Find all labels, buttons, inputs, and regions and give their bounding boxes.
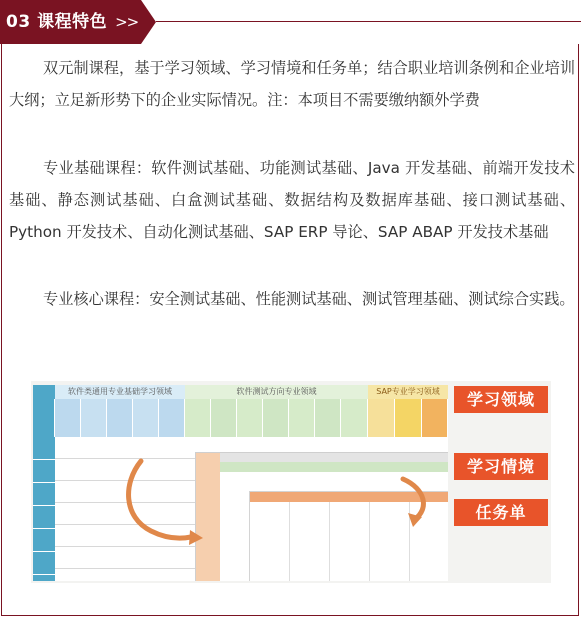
double-chevron-icon: >> (115, 13, 139, 31)
section-title (6, 10, 138, 34)
paragraph-core-text: 专业核心课程：安全测试基础、性能测试基础、测试管理基础、测试综合实践。 (43, 290, 575, 308)
section-title-text: 03 课程特色 (6, 12, 108, 32)
header-group-testing: 软件测试方向专业领域 (185, 385, 368, 399)
paragraph-core-courses (9, 283, 575, 315)
header-group-general: 软件类通用专业基础学习领域 (55, 385, 185, 399)
paragraph-foundation-text: 专业基础课程：软件测试基础、功能测试基础、Java 开发基础、前端开发技术基础、静态测试基础、白盒测试基础、数据结构及数据库基础、接口测试基础、Python 开发技术、自动化测试基础、SAP ERP 导论、SAP ABAP 开发技术基础 (9, 159, 575, 241)
label-task-sheet: 任务单 (454, 499, 548, 526)
curriculum-diagram-image (31, 381, 551, 583)
frame-top-rule (156, 21, 581, 22)
label-learning-field: 学习领域 (454, 386, 548, 413)
paragraph-intro (9, 52, 575, 116)
paragraph-intro-text: 双元制课程，基于学习领域、学习情境和任务单；结合职业培训条例和企业培训大纲；立足新形势下的企业实际情况。注：本项目不需要缴纳额外学费 (9, 59, 575, 109)
paragraph-foundation-courses (9, 152, 575, 248)
label-learning-situation: 学习情境 (454, 453, 548, 480)
header-group-sap: SAP专业学习领域 (368, 385, 448, 399)
section-header (0, 0, 156, 44)
